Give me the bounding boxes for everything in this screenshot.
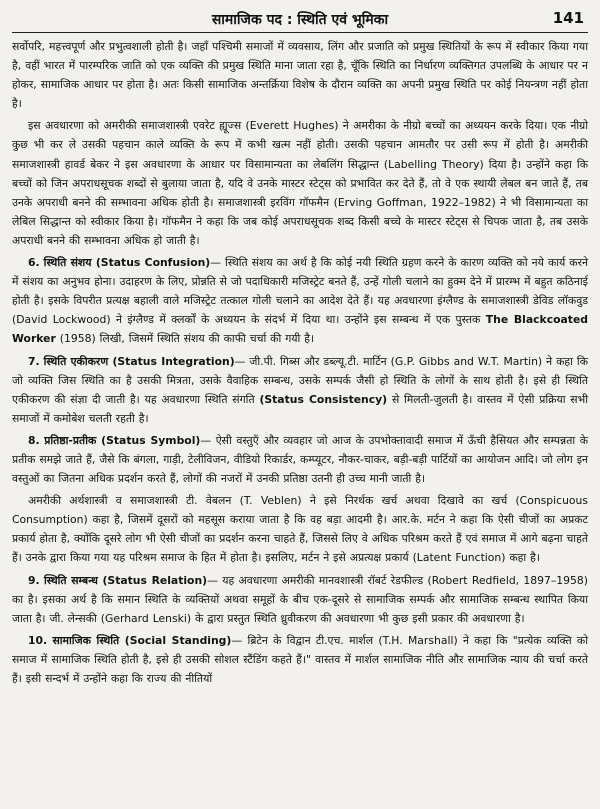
section-title: स्थिति एकीकरण (Status Integration) — [43, 354, 235, 368]
running-title: सामाजिक पद : स्थिति एवं भूमिका — [211, 11, 389, 28]
section-status-confusion — [12, 253, 588, 348]
section-social-standing — [12, 631, 588, 688]
section-number: 7. — [28, 354, 40, 368]
term-status-consistency: (Status Consistency) — [259, 392, 388, 406]
paragraph-master-status: सर्वोपरि, महत्त्वपूर्ण और प्रभुत्वशाली होती है। जहाँ पश्चिमी समाजों में व्यवसाय, लिंग और प्रजाति को प्रमुख स्थितियों के रूप में स्वीकार किया गया है, वहीं भारत में पारम्परिक जाति को एक व्यक्ति की प्रमुख स्थिति माना जाता रहा है, चूँकि स्थिति का निर्धारण व्यक्तिगत उपलब्धि के आधार पर न होकर, सामाजिक आधार पर होता है। अतः किसी सामाजिक अन्तर्क्रिया विशेष के दौरान व्यक्ति का अपनी प्रमुख स्थिति पर कोई नियन्त्रण नहीं होता है। — [12, 40, 588, 111]
paragraph-text: इस अवधारणा को अमरीकी समाजशास्त्री एवरेट ह्यूज्स (Everett Hughes) ने अमरीका के नीग्रो बच्चों का अध्ययन करके दिया। एक नीग्रो कुछ भी कर ले उसकी पहचान काले व्यक्ति के रूप में कभी खत्म नहीं होती। उसकी पहचान आमतौर पर उसी रूप में होती है। अमरीकी समाजशास्त्री हावर्ड बेकर ने इस अवधारणा के आधार पर विसामान्यता का लेबलिंग सिद्धान्त (Labelling Theory) दिया है। उन्होंने कहा कि बच्चों को जिन अपराधसूचक शब्दों से बुलाया जाता है, यदि वे उनके मास्टर स्टेट्स को प्रभावित कर देते हैं, तो वे एक स्थायी लेबल बन जाते हैं, तब उनके अपराधी बनने की सम्भावना अधिक होती है। समाजशास्त्री इरविंग गॉफमैन (Erving Goffman, 1922–1982) ने भी विसामान्यता का लेबिल सिद्धान्त को स्वीकार किया है। गॉफमैन ने कहा कि जब कोई अपराधसूचक शब्द किसी बच्चे के मास्टर स्टेट्स से चिपक जाता है, तब उसके अपराधी बनने की सम्भावना अधिक हो जाती है। — [12, 119, 588, 247]
paragraph-conspicuous-consumption: अमरीकी अर्थशास्त्री व समाजशास्त्री टी. वेबलन (T. Veblen) ने इसे निरर्थक खर्च अथवा दिखावे का खर्च (Conspicuous Consumption) कहा है, जिसमें दूसरों को महसूस कराया जाता है कि वह बड़ा आदमी है। आर.के. मर्टन ने कहा कि ऐसी चीजों का अप्रकट प्रकार्य होता है, क्योंकि दूसरे लोग भी ऐसी चीजों का प्रदर्शन करना चाहते हैं, जिससे लिए वे अधिक परिश्रम करते हैं एवं समाज में आगे बढ़ना चाहते हैं। उनके द्वारा किया गया यह परिश्रम समाज के हित में होता है। इसलिए, मर्टन ने इसे अप्रत्यक्ष प्रकार्य (Latent Function) कहा है। — [12, 494, 588, 565]
section-title: प्रतिष्ठा-प्रतीक (Status Symbol) — [44, 433, 201, 447]
paragraph-labelling-theory — [12, 116, 588, 250]
section-number: 10. — [28, 633, 48, 647]
section-text: से मिलती-जुलती है। वास्तव में ऐसी प्रक्रिया सभी समाजों में कमोबेश चलती रहती है। — [12, 392, 588, 425]
running-header — [12, 6, 588, 33]
section-text: — ब्रिटेन के विद्वान टी.एच. मार्शल (T.H. Marshall) ने कहा कि "प्रत्येक व्यक्ति को समाज में सामाजिक स्थिति होती है, इसे ही उसकी सोशल स्टैंडिंग कहते हैं।" वास्तव में मार्शल सामाजिक नीति और सामाजिक न्याय की चर्चा करते हैं। इसी सन्दर्भ में उन्होंने कहा कि राज्य की नीतियों — [12, 633, 588, 685]
section-status-relation — [12, 571, 588, 628]
section-text: (1958) लिखी, जिसमें स्थिति संशय की काफी चर्चा की गयी है। — [59, 332, 315, 346]
section-status-symbol — [12, 431, 588, 488]
section-text: — स्थिति संशय का अर्थ है कि कोई नयी स्थिति ग्रहण करने के कारण व्यक्ति को नये कार्य करने में संशय का अनुभव होना। उदाहरण के लिए, प्रोन्नति से जो पदाधिकारी मजिस्ट्रेट बनते हैं, उन्हें गोली चलाने का हुक्म देने में प्रारम्भ में बहुत कठिनाई होती है। इसके विपरीत प्रत्यक्ष बहाली वाले मजिस्ट्रेट तत्काल गोली चलाने का आदेश देते हैं। यह अवधारणा इंग्लैण्ड के समाजशास्त्री डेविड लॉकवुड (David Lockwood) ने इंग्लैण्ड में क्लर्कों के अध्ययन के संदर्भ में दिया था। उन्होंने इस सम्बन्ध में एक पुस्तक — [12, 256, 589, 327]
section-number: 9. — [28, 573, 40, 587]
section-number: 8. — [28, 433, 40, 447]
section-text: — ऐसी वस्तुएँ और व्यवहार जो आज के उपभोक्तावादी समाज में ऊँची हैसियत और सम्पन्नता के प्रतीक समझे जाते हैं, जैसे कि बंगला, गाड़ी, टेलीविजन, वीडियो रिकार्डर, कम्प्यूटर, नौकर-चाकर, बड़ी-बड़ी पार्टियों का आयोजन आदि। जो लोग इन वस्तुओं का जितना अधिक प्रदर्शन करते हैं, लोगों की नजरों में उनकी प्रतिष्ठा उतनी ही उच्च मानी जाती है। — [12, 433, 589, 486]
section-title: स्थिति सम्बन्ध (Status Relation) — [43, 573, 208, 587]
book-title: The Blackcoated Worker — [12, 313, 589, 346]
page-number: 141 — [552, 9, 584, 27]
section-text: — जी.पी. गिब्स और डब्ल्यू.टी. मार्टिन (G.P. Gibbs and W.T. Martin) ने कहा कि जो व्यक्ति जिस स्थिति का है उसकी मित्रता, उसके वैवाहिक सम्बन्ध, उसके सम्पर्क जैसी हो स्थिति के लोगों के साथ होती है। इसे ही स्थिति एकीकरण की संज्ञा दी जाती है। यह अवधारणा स्थिति संगति — [12, 354, 588, 406]
section-title: स्थिति संशय (Status Confusion) — [43, 256, 211, 270]
section-title: सामाजिक स्थिति (Social Standing) — [52, 633, 232, 647]
section-number: 6. — [28, 256, 40, 270]
section-status-integration — [12, 352, 588, 428]
section-text: — यह अवधारणा अमरीकी मानवशास्त्री रॉबर्ट रेडफील्ड (Robert Redfield, 1897–1958) का है। इसका अर्थ है कि समान स्थिति के व्यक्तियों अथवा समूहों के बीच एक-दूसरे से सामाजिक सम्पर्क और सामाजिक सम्बन्ध स्थापित किया जाता है। जी. लेन्सकी (Gerhard Lenski) के द्वारा प्रस्तुत स्थिति ध्रुवीकरण की अवधारणा भी कुछ इसी प्रकार की अवधारणा है। — [12, 573, 588, 625]
